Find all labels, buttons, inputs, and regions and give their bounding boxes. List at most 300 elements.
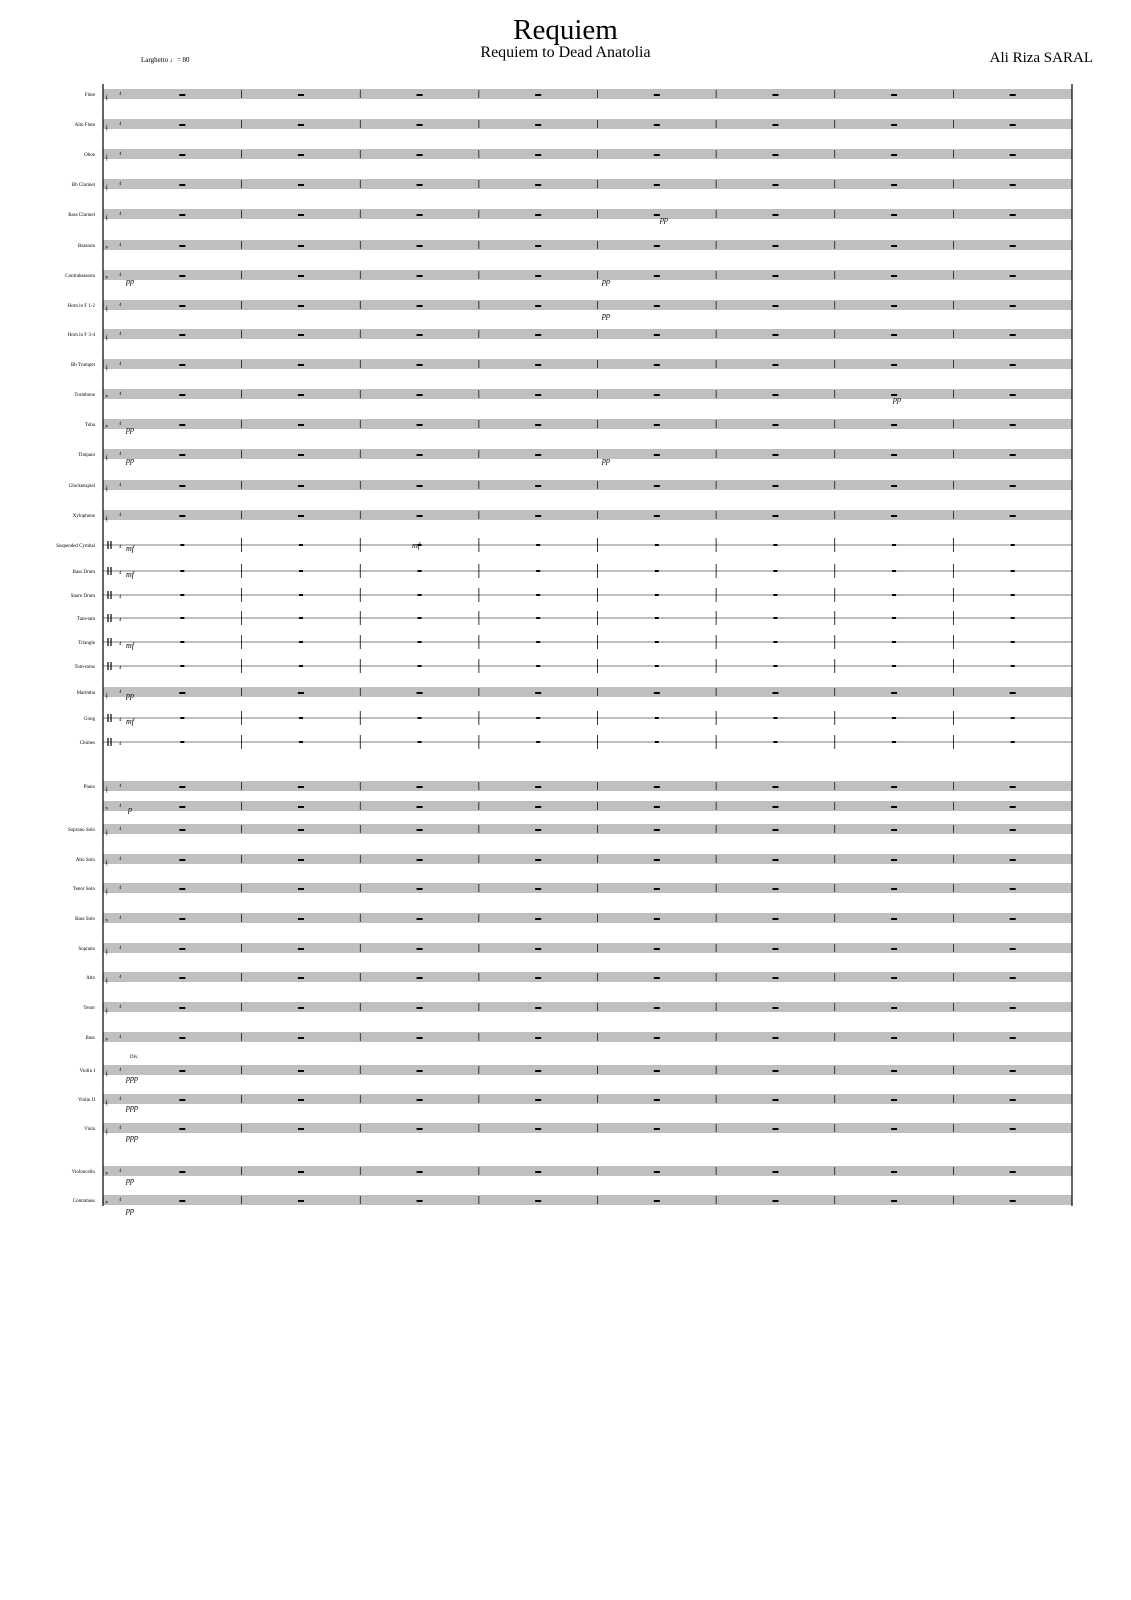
whole-rest [772,1171,778,1173]
whole-rest [1010,485,1016,487]
whole-rest [654,692,660,694]
whole-rest [891,1200,897,1202]
time-signature: 4 [119,886,122,891]
whole-rest [654,888,660,890]
whole-rest [299,665,303,667]
whole-rest [1011,741,1015,743]
staff-label: Soprano Solo [67,828,95,833]
whole-rest [536,741,540,743]
whole-rest [1010,1007,1016,1009]
whole-rest [417,424,423,426]
whole-rest [772,154,778,156]
whole-rest [298,888,304,890]
composer-name: Ali Riza SARAL [989,50,1093,66]
whole-rest [1011,717,1015,719]
whole-rest [179,1037,185,1039]
whole-rest [891,1070,897,1072]
whole-rest [1010,948,1016,950]
whole-rest [418,594,422,596]
clef: 𝄞 [105,487,108,492]
whole-rest [179,918,185,920]
whole-rest [891,1128,897,1130]
whole-rest [535,692,541,694]
whole-rest [655,665,659,667]
dynamic-mf: mf [126,544,134,553]
whole-rest [772,1070,778,1072]
whole-rest [772,515,778,517]
whole-rest [535,786,541,788]
whole-rest [891,94,897,96]
time-signature: 4 [119,1169,122,1174]
whole-rest [535,948,541,950]
whole-rest [417,454,423,456]
divisi-marking: Div. [130,1055,139,1060]
whole-rest [417,214,423,216]
whole-rest [654,245,660,247]
whole-rest [417,94,423,96]
dynamic-pp: pp [602,277,610,286]
whole-rest [1011,594,1015,596]
whole-rest [536,570,540,572]
whole-rest [891,948,897,950]
whole-rest [417,888,423,890]
whole-rest [417,948,423,950]
time-signature: 4 [119,975,122,980]
staff-label: Violin I [79,1069,95,1074]
whole-rest [417,1007,423,1009]
whole-rest [891,888,897,890]
whole-rest [772,918,778,920]
staff-label: Alto [86,976,95,981]
whole-rest [535,305,541,307]
whole-rest [891,275,897,277]
whole-rest [179,454,185,456]
clef: 𝄢 [105,1173,109,1178]
time-signature: 4 [119,1005,122,1010]
clef: 𝄞 [105,96,108,101]
whole-rest [179,214,185,216]
whole-rest [772,94,778,96]
whole-rest [772,424,778,426]
whole-rest [298,515,304,517]
clef: 𝄞 [105,517,108,522]
whole-rest [891,515,897,517]
time-signature: 4 [119,513,122,518]
whole-rest [179,485,185,487]
whole-rest [417,977,423,979]
whole-rest [535,1007,541,1009]
whole-rest [654,485,660,487]
dynamic-p: p [128,805,132,814]
whole-rest [179,1007,185,1009]
whole-rest [772,485,778,487]
whole-rest [180,665,184,667]
whole-rest [654,918,660,920]
whole-rest [654,394,660,396]
whole-rest [654,859,660,861]
whole-rest [535,859,541,861]
whole-rest [298,245,304,247]
whole-rest [179,859,185,861]
whole-rest [654,364,660,366]
whole-rest [891,918,897,920]
time-signature: 4 [119,212,122,217]
whole-rest [772,1128,778,1130]
whole-rest [417,1200,423,1202]
time-signature: 4 [119,362,122,367]
whole-rest [891,305,897,307]
whole-rest [298,977,304,979]
whole-rest [180,570,184,572]
clef: 𝄢 [105,1202,109,1207]
staff-label: Glockenspiel [68,484,95,489]
whole-rest [298,184,304,186]
dynamic-mf: mf [126,641,134,650]
time-signature: 4 [119,1068,122,1073]
whole-rest [535,1099,541,1101]
whole-rest [891,1171,897,1173]
clef: 𝄢 [105,277,109,282]
whole-rest [1010,305,1016,307]
whole-rest [1011,544,1015,546]
whole-rest [417,806,423,808]
whole-rest [1010,829,1016,831]
whole-rest [654,275,660,277]
whole-rest [298,485,304,487]
whole-rest [772,305,778,307]
whole-rest [179,692,185,694]
whole-rest [1010,275,1016,277]
clef: 𝄞 [105,126,108,131]
whole-rest [654,1128,660,1130]
whole-rest [535,977,541,979]
staff-label: Chimes [79,741,95,746]
whole-rest [535,394,541,396]
dynamic-ppp: ppp [126,1103,138,1112]
staff-label: Bb Trumpet [70,363,95,368]
clef: 𝄢 [105,396,109,401]
whole-rest [298,948,304,950]
whole-rest [298,334,304,336]
whole-rest [772,214,778,216]
whole-rest [654,334,660,336]
whole-rest [654,454,660,456]
staff-label: Tenor [83,1006,95,1011]
clef: 𝄢 [105,920,109,925]
dynamic-mf: mf [412,541,420,550]
whole-rest [1010,184,1016,186]
whole-rest [536,594,540,596]
whole-rest [891,1099,897,1101]
time-signature: 4 [119,595,122,600]
whole-rest [417,184,423,186]
whole-rest [299,544,303,546]
whole-rest [1010,214,1016,216]
whole-rest [179,245,185,247]
time-signature: 4 [119,1097,122,1102]
whole-rest [299,617,303,619]
whole-rest [179,1128,185,1130]
time-signature: 4 [119,452,122,457]
whole-rest [417,1171,423,1173]
whole-rest [655,717,659,719]
whole-rest [535,94,541,96]
whole-rest [654,806,660,808]
whole-rest [1010,692,1016,694]
clef: 𝄢 [105,426,109,431]
whole-rest [772,394,778,396]
dynamic-mf: mf [126,717,134,726]
whole-rest [772,124,778,126]
whole-rest [535,124,541,126]
whole-rest [1010,918,1016,920]
whole-rest [418,665,422,667]
whole-rest [418,717,422,719]
dynamic-pp: pp [126,1176,134,1185]
score-title: Requiem [513,14,618,46]
whole-rest [418,570,422,572]
whole-rest [417,786,423,788]
whole-rest [536,617,540,619]
whole-rest [179,888,185,890]
whole-rest [417,692,423,694]
score-subtitle: Requiem to Dead Anatolia [480,44,651,61]
whole-rest [298,214,304,216]
time-signature: 4 [119,545,122,550]
staff-label: Bassoon [78,244,95,249]
whole-rest [180,741,184,743]
staff-label: Tuba [84,423,95,428]
time-signature: 4 [119,483,122,488]
dynamic-pp: pp [126,277,134,286]
whole-rest [772,454,778,456]
whole-rest [891,154,897,156]
staff-label: Bass Drum [72,570,95,575]
staff-label: Violoncello [71,1170,95,1175]
whole-rest [535,918,541,920]
whole-rest [298,124,304,126]
whole-rest [535,1128,541,1130]
clef: 𝄞 [105,336,108,341]
whole-rest [418,641,422,643]
time-signature: 4 [119,1198,122,1203]
whole-rest [891,214,897,216]
whole-rest [179,364,185,366]
whole-rest [180,617,184,619]
whole-rest [772,692,778,694]
whole-rest [654,829,660,831]
whole-rest [180,641,184,643]
whole-rest [1010,334,1016,336]
whole-rest [891,1007,897,1009]
whole-rest [417,485,423,487]
whole-rest [772,1037,778,1039]
whole-rest [891,124,897,126]
staff-label: Soprano [78,947,95,952]
whole-rest [179,515,185,517]
clef: 𝄞 [105,979,108,984]
time-signature: 4 [119,332,122,337]
whole-rest [773,617,777,619]
time-signature: 4 [119,92,122,97]
whole-rest [179,305,185,307]
time-signature: 4 [119,1126,122,1131]
staff-label: Bass Clarinet [68,213,95,218]
whole-rest [772,888,778,890]
clef: 𝄞 [105,950,108,955]
whole-rest [180,544,184,546]
whole-rest [1010,245,1016,247]
whole-rest [654,1099,660,1101]
whole-rest [773,641,777,643]
whole-rest [179,1200,185,1202]
staff-label: Alto Solo [75,858,95,863]
clef: 𝄞 [105,366,108,371]
whole-rest [535,245,541,247]
time-signature: 4 [119,804,122,809]
whole-rest [298,424,304,426]
whole-rest [298,154,304,156]
whole-rest [1010,1070,1016,1072]
staff-label: Tom-toms [74,665,95,670]
time-signature: 4 [119,784,122,789]
whole-rest [772,334,778,336]
whole-rest [772,1200,778,1202]
whole-rest [655,544,659,546]
whole-rest [772,1099,778,1101]
whole-rest [179,806,185,808]
whole-rest [654,515,660,517]
whole-rest [417,859,423,861]
whole-rest [1010,1200,1016,1202]
dynamic-pp: pp [602,311,610,320]
whole-rest [298,918,304,920]
whole-rest [535,275,541,277]
whole-rest [891,184,897,186]
whole-rest [1010,977,1016,979]
whole-rest [536,717,540,719]
dynamic-pp: pp [126,425,134,434]
whole-rest [417,829,423,831]
whole-rest [1010,806,1016,808]
time-signature: 4 [119,273,122,278]
whole-rest [1010,124,1016,126]
whole-rest [654,1007,660,1009]
whole-rest [535,829,541,831]
dynamic-pp: pp [126,456,134,465]
whole-rest [535,154,541,156]
whole-rest [535,1171,541,1173]
time-signature: 4 [119,916,122,921]
whole-rest [535,515,541,517]
whole-rest [179,948,185,950]
staff-label: Tenor Solo [72,887,95,892]
whole-rest [655,594,659,596]
whole-rest [655,641,659,643]
whole-rest [892,717,896,719]
whole-rest [298,1037,304,1039]
whole-rest [655,741,659,743]
whole-rest [298,305,304,307]
tempo-marking: Larghetto ♩= 80 [141,56,190,64]
whole-rest [1010,154,1016,156]
whole-rest [654,1200,660,1202]
time-signature: 4 [119,303,122,308]
whole-rest [298,454,304,456]
time-signature: 4 [119,690,122,695]
clef: 𝄢 [105,247,109,252]
whole-rest [654,94,660,96]
whole-rest [772,859,778,861]
whole-rest [299,741,303,743]
time-signature: 4 [119,422,122,427]
whole-rest [417,275,423,277]
clef: 𝄞 [105,307,108,312]
whole-rest [417,124,423,126]
whole-rest [179,1070,185,1072]
whole-rest [417,1099,423,1101]
time-signature: 4 [119,718,122,723]
whole-rest [298,364,304,366]
whole-rest [535,184,541,186]
whole-rest [772,184,778,186]
whole-rest [891,485,897,487]
whole-rest [298,1128,304,1130]
whole-rest [1010,454,1016,456]
clef: 𝄞 [105,694,108,699]
dynamic-mf: mf [126,570,134,579]
whole-rest [179,184,185,186]
time-signature: 4 [119,666,122,671]
whole-rest [773,594,777,596]
staff-label: Bb Clarinet [71,183,95,188]
whole-rest [1010,1099,1016,1101]
whole-rest [1010,888,1016,890]
time-signature: 4 [119,857,122,862]
whole-rest [298,394,304,396]
whole-rest [773,665,777,667]
whole-rest [772,245,778,247]
clef: 𝄞 [105,1130,108,1135]
whole-rest [654,1171,660,1173]
staff-label: Flute [84,93,95,98]
whole-rest [1010,859,1016,861]
clef: 𝄞 [105,186,108,191]
whole-rest [772,786,778,788]
whole-rest [535,806,541,808]
staff-label: Violin II [77,1098,95,1103]
bass-clef: 𝄢 [105,808,109,813]
dynamic-pp: pp [126,1206,134,1215]
whole-rest [1011,641,1015,643]
whole-rest [1010,364,1016,366]
whole-rest [179,424,185,426]
whole-rest [536,641,540,643]
staff-label: Snare Drum [70,594,95,599]
whole-rest [773,570,777,572]
whole-rest [772,977,778,979]
whole-rest [1010,786,1016,788]
clef: 𝄞 [105,216,108,221]
whole-rest [417,515,423,517]
whole-rest [891,245,897,247]
staff-label: Contrabass [72,1199,95,1204]
clef: 𝄞 [105,861,108,866]
whole-rest [536,665,540,667]
whole-rest [891,1037,897,1039]
dynamic-pp: pp [126,691,134,700]
whole-rest [892,665,896,667]
